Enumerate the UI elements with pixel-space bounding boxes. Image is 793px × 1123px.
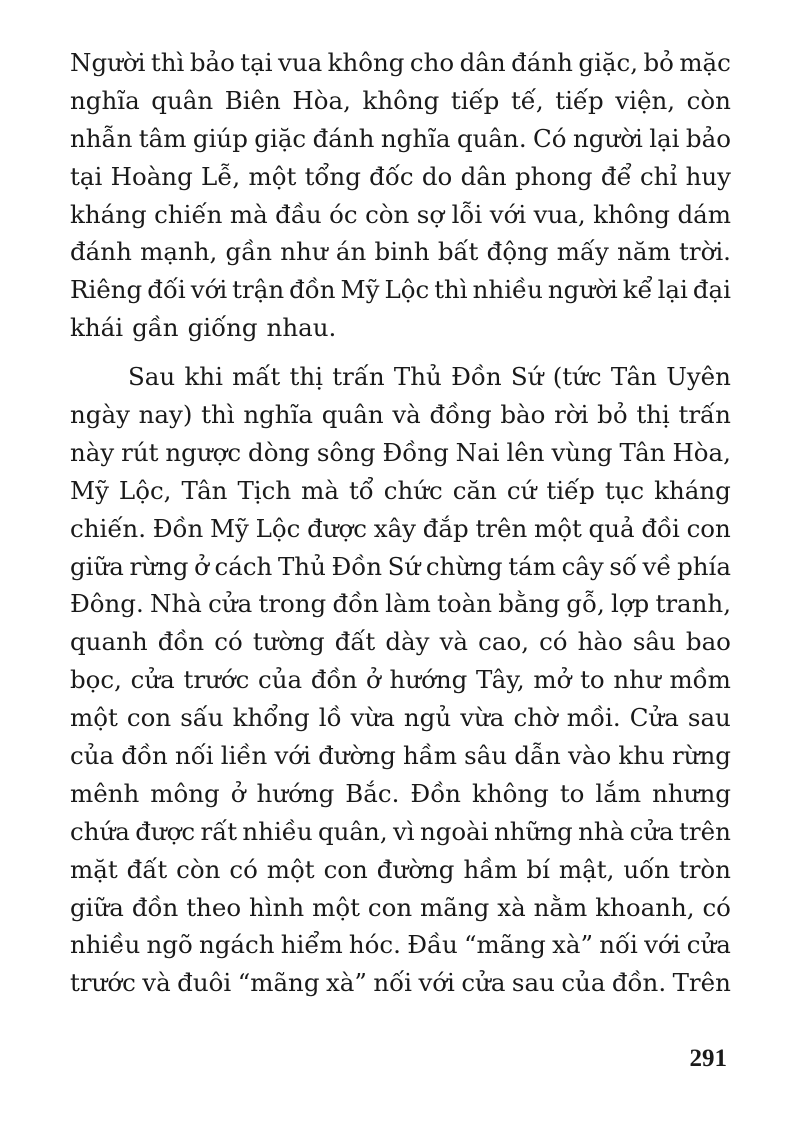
- text-line: của đồn nối liền với đường hầm sâu dẫn vào khu rừng: [70, 741, 731, 771]
- text-line: chiến. Đồn Mỹ Lộc được xây đắp trên một quả đồi con: [70, 513, 731, 543]
- text-line: này rút ngược dòng sông Đồng Nai lên vùng Tân Hòa,: [70, 437, 731, 467]
- text-line: mặt đất còn có một con đường hầm bí mật, uốn tròn: [70, 854, 731, 884]
- text-line: một con sấu khổng lồ vừa ngủ vừa chờ mồi. Cửa sau: [70, 703, 731, 733]
- text-line: tại Hoàng Lễ, một tổng đốc do dân phong để chỉ huy: [70, 161, 731, 191]
- text-line: nghĩa quân Biên Hòa, không tiếp tế, tiếp viện, còn: [70, 85, 731, 115]
- text-line: giữa rừng ở cách Thủ Đồn Sứ chừng tám cây số về phía: [70, 551, 731, 581]
- paragraph-gap: [70, 347, 731, 358]
- body-text: [70, 44, 731, 1002]
- text-line: Đông. Nhà cửa trong đồn làm toàn bằng gỗ, lợp tranh,: [70, 589, 731, 619]
- text-line: Người thì bảo tại vua không cho dân đánh giặc, bỏ mặc: [70, 48, 731, 77]
- text-line: Riêng đối với trận đồn Mỹ Lộc thì nhiều người kể lại đại: [70, 275, 731, 305]
- text-line: giữa đồn theo hình một con mãng xà nằm khoanh, có: [70, 892, 731, 922]
- text-line: bọc, cửa trước của đồn ở hướng Tây, mở to như mồm: [70, 665, 731, 695]
- text-line: Sau khi mất thị trấn Thủ Đồn Sứ (tức Tân Uyên: [128, 362, 731, 392]
- page-number: 291: [689, 1045, 727, 1072]
- text-line: nhẫn tâm giúp giặc đánh nghĩa quân. Có người lại bảo: [70, 123, 731, 153]
- text-line: đánh mạnh, gần như án binh bất động mấy năm trời.: [70, 237, 731, 267]
- text-line: nhiều ngõ ngách hiểm hóc. Đầu “mãng xà” nối với cửa: [70, 930, 731, 960]
- text-line: quanh đồn có tường đất dày và cao, có hào sâu bao: [70, 627, 731, 657]
- text-line: chứa được rất nhiều quân, vì ngoài những nhà cửa trên: [70, 816, 731, 846]
- text-line: Mỹ Lộc, Tân Tịch mà tổ chức căn cứ tiếp tục kháng: [70, 475, 731, 505]
- text-line: kháng chiến mà đầu óc còn sợ lỗi với vua, không dám: [70, 199, 731, 229]
- paragraph: [70, 358, 731, 1002]
- text-line: khái gần giống nhau.: [70, 313, 337, 343]
- paragraph: [70, 44, 731, 347]
- text-line: ngày nay) thì nghĩa quân và đồng bào rời bỏ thị trấn: [70, 400, 731, 430]
- text-line: trước và đuôi “mãng xà” nối với cửa sau của đồn. Trên: [70, 968, 731, 998]
- text-line: mênh mông ở hướng Bắc. Đồn không to lắm nhưng: [70, 778, 731, 808]
